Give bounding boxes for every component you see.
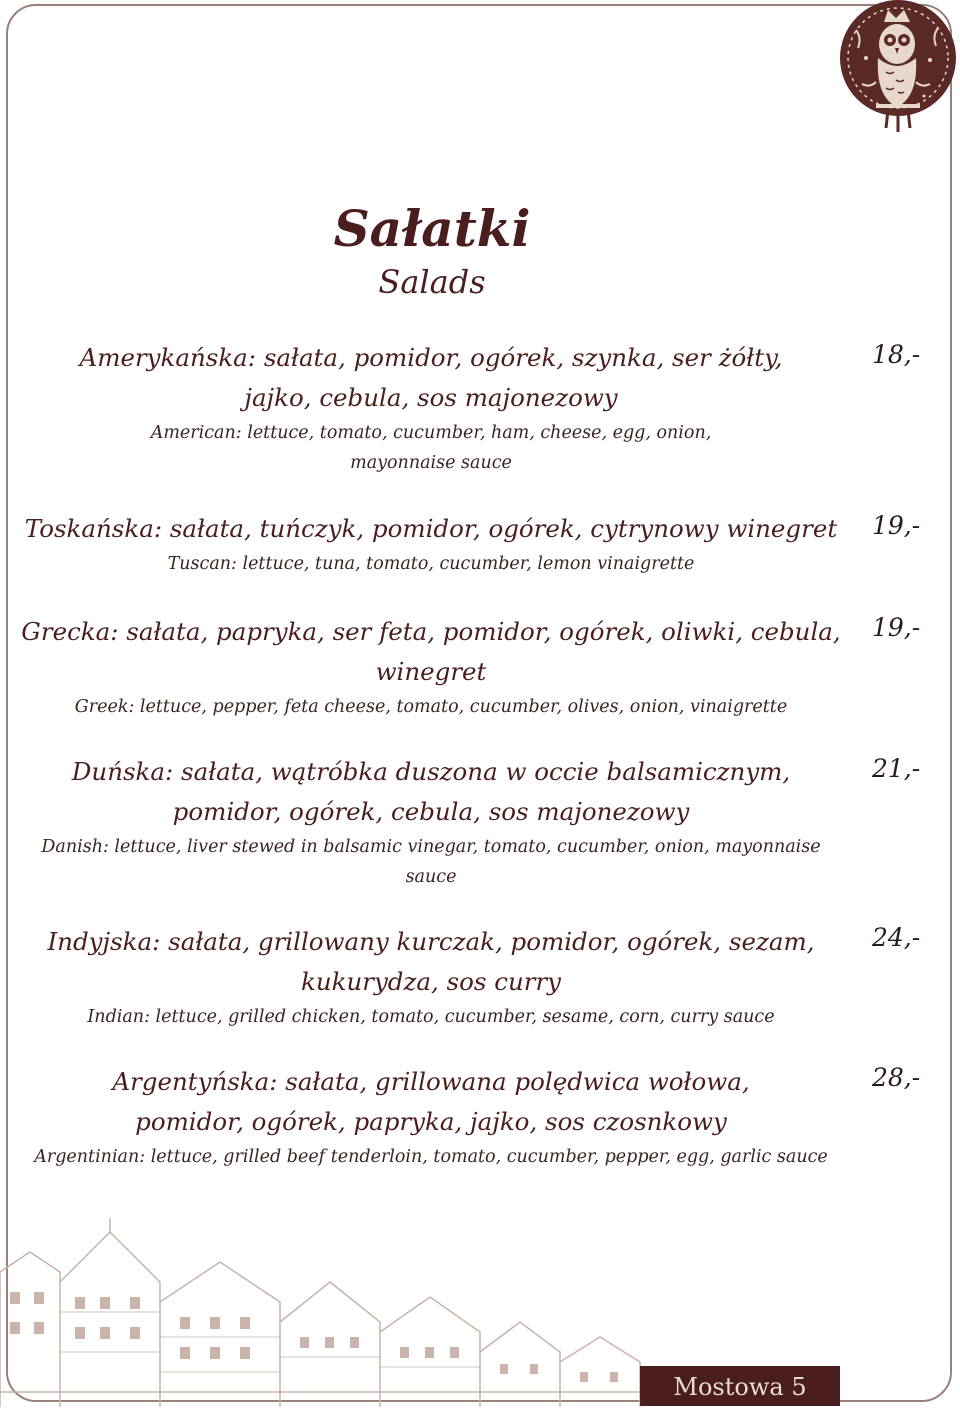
item-description-pl: Grecka: sałata, papryka, ser feta, pomidor, ogórek, oliwki, cebula, winegret <box>21 617 841 686</box>
item-description-en: Tuscan: lettuce, tuna, tomato, cucumber, lemon vinaigrette <box>167 554 695 574</box>
item-price: 24,- <box>872 923 921 952</box>
item-description-en: Greek: lettuce, pepper, feta cheese, tomato, cucumber, olives, onion, vinaigrette <box>74 697 788 717</box>
item-description-en: American: lettuce, tomato, cucumber, ham, cheese, egg, onion, mayonnaise sauce <box>150 423 712 473</box>
item-price: 19,- <box>872 613 921 642</box>
menu-item-american <box>16 338 846 478</box>
old-town-sketch-icon <box>0 1212 660 1407</box>
item-description-en: Indian: lettuce, grilled chicken, tomato, cucumber, sesame, corn, curry sauce <box>87 1007 775 1027</box>
section-title: Sałatki <box>333 199 531 258</box>
item-description-en: Danish: lettuce, liver stewed in balsamic vinegar, tomato, cucumber, onion, mayonnaise sauce <box>41 837 821 887</box>
item-description-pl: Amerykańska: sałata, pomidor, ogórek, szynka, ser żółty, jajko, cebula, sos majonezowy <box>79 343 783 412</box>
item-description-pl: Toskańska: sałata, tuńczyk, pomidor, ogórek, cytrynowy winegret <box>24 514 838 543</box>
item-price: 21,- <box>872 754 921 783</box>
item-price: 19,- <box>872 511 921 540</box>
menu-item-indian <box>16 922 846 1032</box>
item-description-pl: Argentyńska: sałata, grillowana polędwica wołowa, pomidor, ogórek, papryka, jajko, sos czosnkowy <box>112 1067 750 1136</box>
menu-item-greek <box>16 612 846 722</box>
item-description-en: Argentinian: lettuce, grilled beef tenderloin, tomato, cucumber, pepper, egg, garlic sauce <box>34 1147 828 1167</box>
item-price: 28,- <box>872 1063 921 1092</box>
owl-icon <box>826 0 960 138</box>
item-description-pl: Indyjska: sałata, grillowany kurczak, pomidor, ogórek, sezam, kukurydza, sos curry <box>47 927 815 996</box>
address-badge: Mostowa 5 <box>640 1366 840 1406</box>
item-price: 18,- <box>872 340 921 369</box>
menu-item-danish <box>16 752 846 892</box>
menu-item-argentinian <box>16 1062 846 1172</box>
menu-titles <box>0 198 860 304</box>
item-description-pl: Duńska: sałata, wątróbka duszona w occie balsamicznym, pomidor, ogórek, cebula, sos majonezowy <box>71 757 791 826</box>
menu-item-tuscan <box>16 509 846 579</box>
section-subtitle: Salads <box>378 263 486 301</box>
